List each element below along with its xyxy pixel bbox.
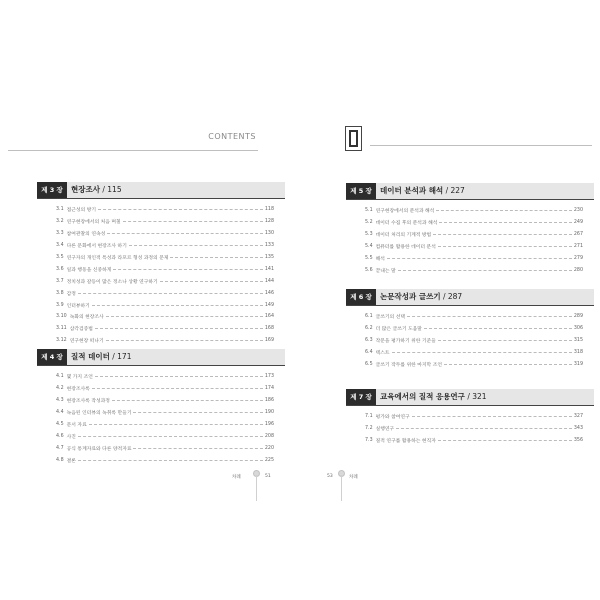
entry-number: 7.3 (365, 438, 373, 444)
entry-title: 데이터 처리의 기계적 방법 (375, 233, 432, 239)
entry-page: 225 (264, 457, 274, 463)
dot-leader (92, 305, 263, 306)
toc-entry[interactable] (56, 442, 274, 454)
chapter-entries (56, 371, 274, 466)
chapter-title (380, 289, 462, 305)
chapter-header (37, 182, 285, 199)
toc-entry[interactable] (56, 371, 274, 383)
entry-number: 7.2 (365, 426, 373, 432)
entry-title: 질적 연구를 활용하는 현직자 (375, 439, 436, 445)
toc-entry[interactable] (56, 323, 274, 335)
entry-page: 306 (573, 326, 583, 332)
chapter-entries (365, 205, 583, 276)
entry-number: 3.2 (56, 219, 64, 225)
chapter-title-text: 질적 데이터 (71, 352, 110, 361)
toc-entry[interactable] (365, 323, 583, 335)
dot-leader (112, 400, 263, 401)
chapter-number: 제 4 장 (37, 349, 67, 365)
entry-title: 연구현장에서의 처음 며칠 (66, 220, 121, 226)
entry-number: 3.11 (56, 326, 67, 332)
entry-page: 186 (264, 398, 274, 404)
dot-leader (92, 388, 263, 389)
entry-title: 해석 (375, 257, 385, 262)
toc-entry[interactable] (365, 264, 583, 276)
entry-title: 녹화의 현장조사 (69, 315, 104, 321)
entry-title: 정치성과 갈등이 많은 정소나 상황 연구하기 (66, 279, 158, 285)
entry-title: 몇 가지 조언 (66, 375, 93, 381)
entry-title: 연구현장 떠나기 (69, 339, 104, 345)
toc-entry[interactable] (365, 205, 583, 217)
entry-number: 7.1 (365, 414, 373, 420)
toc-entry[interactable] (56, 263, 274, 275)
dot-leader (436, 210, 572, 211)
toc-entry[interactable] (56, 419, 274, 431)
dot-leader (444, 364, 572, 365)
chapter-title (71, 182, 122, 198)
entry-page: 149 (264, 302, 274, 308)
chapter-header (37, 349, 285, 366)
entry-title: 컴퓨터를 활용한 데이터 분석 (375, 245, 436, 251)
entry-number: 5.4 (365, 244, 373, 250)
entry-number: 6.4 (365, 350, 373, 356)
chapter-number: 제 5 장 (346, 183, 376, 199)
dot-leader (123, 221, 263, 222)
toc-entry[interactable] (365, 311, 583, 323)
entry-number: 6.1 (365, 314, 373, 320)
folio-line (256, 475, 257, 501)
entry-number: 5.3 (365, 232, 373, 238)
dot-leader (78, 436, 263, 437)
entry-title: 녹음된 인터뷰의 녹취록 만들기 (66, 411, 132, 417)
folio-number-right: 53 (327, 474, 333, 479)
entry-page: 190 (264, 410, 274, 416)
entry-number: 4.4 (56, 410, 64, 416)
entry-page: 196 (264, 422, 274, 427)
toc-entry[interactable] (56, 228, 274, 240)
right-page (300, 0, 600, 600)
dot-leader (438, 246, 572, 247)
entry-number: 3.7 (56, 278, 64, 284)
toc-entry[interactable] (56, 454, 274, 466)
dot-leader (438, 440, 572, 441)
toc-entry[interactable] (56, 275, 274, 287)
entry-page: 141 (264, 266, 274, 272)
entry-title: 인터뷰하기 (66, 303, 90, 309)
chapter-page: / 171 (112, 352, 132, 361)
entry-title: 삼각검증법 (69, 327, 93, 333)
chapter-page: / 287 (442, 292, 463, 301)
entry-page: 230 (573, 208, 583, 214)
dot-leader (133, 412, 262, 413)
dot-leader (133, 448, 262, 449)
dot-leader (78, 293, 263, 294)
entry-number: 5.5 (365, 256, 373, 261)
entry-title: 일과 행동을 신중하게 (66, 267, 112, 273)
header-rule (370, 145, 592, 146)
entry-title: 감정 (66, 291, 76, 297)
folio-label-left: 차례 (232, 475, 241, 480)
entry-page: 343 (573, 426, 583, 432)
chapter-title (71, 349, 131, 365)
entry-number: 4.2 (56, 386, 64, 392)
entry-page: 319 (573, 362, 583, 367)
entry-number: 3.3 (56, 231, 64, 237)
entry-number: 5.2 (365, 220, 373, 226)
dot-leader (98, 209, 263, 210)
entry-number: 6.2 (365, 326, 373, 332)
dot-leader (438, 340, 572, 341)
entry-title: 연구현장에서의 분석과 해석 (375, 209, 435, 215)
chapter-title (380, 389, 487, 405)
entry-page: 164 (264, 314, 274, 320)
dot-leader (439, 222, 571, 223)
entry-page: 220 (264, 445, 274, 451)
chapter-page: / 227 (445, 186, 465, 195)
entry-number: 3.6 (56, 266, 64, 272)
entry-title: 참여관찰의 연속성 (66, 232, 106, 238)
toc-entry[interactable] (56, 204, 274, 216)
entry-number: 3.1 (56, 207, 64, 213)
entry-page: 271 (573, 244, 583, 250)
entry-page: 169 (264, 338, 274, 344)
dot-leader (424, 328, 572, 329)
toc-entry[interactable] (365, 335, 583, 347)
entry-number: 3.9 (56, 302, 64, 308)
entry-title: 현장조사록 작성과정 (66, 399, 110, 405)
toc-entry[interactable] (365, 217, 583, 229)
contents-title: CONTENTS (208, 132, 256, 141)
toc-entry[interactable] (56, 311, 274, 323)
entry-page: 173 (264, 374, 274, 380)
entry-number: 6.5 (365, 362, 373, 367)
dot-leader (89, 424, 263, 425)
entry-page: 280 (573, 267, 583, 273)
chapter-number: 제 3 장 (37, 182, 67, 198)
toc-entry[interactable] (56, 407, 274, 419)
dot-leader (396, 428, 572, 429)
dot-leader (412, 416, 572, 417)
toc-entry[interactable] (365, 435, 583, 447)
entry-title: 연구자의 개인적 특성과 라포르 형성 과정의 문제 (66, 256, 169, 261)
entry-number: 3.8 (56, 290, 64, 296)
toc-entry[interactable] (365, 253, 583, 265)
entry-title: 평가와 참여연구 (375, 415, 410, 421)
entry-page: 130 (264, 231, 274, 237)
entry-page: 267 (573, 232, 583, 238)
entry-title: 글쓰기의 선택 (375, 315, 405, 321)
chapter-header (346, 289, 594, 306)
entry-number: 4.5 (56, 422, 64, 427)
entry-number: 3.5 (56, 255, 64, 260)
entry-page: 208 (264, 433, 274, 439)
entry-number: 4.3 (56, 398, 64, 404)
toc-entry[interactable] (56, 216, 274, 228)
entry-page: 356 (573, 438, 583, 444)
entry-title: 끝내는 말 (375, 268, 396, 274)
dot-leader (170, 257, 262, 258)
toc-entry[interactable] (56, 240, 274, 252)
entry-number: 4.8 (56, 457, 64, 463)
entry-title: 작문을 평가하기 위한 기준들 (375, 339, 436, 345)
entry-title: 텍스트 (375, 351, 390, 357)
entry-number: 6.3 (365, 338, 373, 344)
entry-page: 144 (264, 278, 274, 284)
entry-page: 249 (573, 220, 583, 226)
chapter-entries (365, 411, 583, 447)
entry-title: 다른 문화에서 현장조사 하기 (66, 244, 127, 250)
dot-leader (107, 233, 263, 234)
toc-entry[interactable] (56, 430, 274, 442)
toc-entry[interactable] (56, 287, 274, 299)
entry-number: 3.4 (56, 243, 64, 249)
entry-page: 118 (264, 207, 274, 213)
chapter-header (346, 183, 594, 200)
toc-entry[interactable] (365, 411, 583, 423)
dot-leader (95, 328, 263, 329)
dot-leader (106, 340, 263, 341)
entry-page: 168 (264, 326, 274, 332)
entry-title: 결론 (66, 458, 76, 464)
toc-entry[interactable] (365, 241, 583, 253)
chapter-header (346, 389, 594, 406)
chapter-number: 제 6 장 (346, 289, 376, 305)
entry-title: 데이터 수집 후의 분석과 해석 (375, 221, 438, 227)
dot-leader (113, 269, 262, 270)
chapter-page: / 321 (467, 392, 487, 401)
folio-line (341, 475, 342, 501)
chapter-number: 제 7 장 (346, 389, 376, 405)
entry-title: 실행연구 (375, 427, 395, 433)
chapter-title-text: 교육에서의 질적 응용연구 (380, 392, 465, 401)
entry-title: 글쓰기 작두를 위한 마지막 조언 (375, 363, 442, 368)
dot-leader (398, 270, 572, 271)
toc-entry[interactable] (56, 299, 274, 311)
entry-page: 289 (573, 314, 583, 320)
dot-leader (78, 460, 263, 461)
header-rule (8, 150, 258, 151)
entry-page: 128 (264, 219, 274, 225)
entry-page: 318 (573, 350, 583, 356)
entry-number: 5.6 (365, 267, 373, 273)
entry-number: 4.7 (56, 445, 64, 451)
dot-leader (392, 352, 572, 353)
toc-entry[interactable] (365, 423, 583, 435)
picture-frame-icon (345, 126, 362, 151)
entry-page: 146 (264, 290, 274, 296)
chapter-page: / 115 (102, 185, 122, 194)
entry-page: 174 (264, 386, 274, 392)
dot-leader (106, 316, 263, 317)
dot-leader (95, 376, 263, 377)
dot-leader (129, 245, 263, 246)
chapter-entries (365, 311, 583, 370)
dot-leader (387, 258, 572, 259)
entry-title: 사진 (66, 434, 76, 440)
folio-number-left: 51 (265, 474, 271, 479)
entry-page: 135 (264, 255, 274, 260)
folio-label-right: 차례 (349, 475, 358, 480)
entry-title: 더 많은 글쓰기 도움말 (375, 327, 422, 333)
entry-title: 접근성의 방기 (66, 208, 96, 214)
toc-entry[interactable] (365, 359, 583, 371)
dot-leader (160, 281, 263, 282)
entry-title: 공식 통계자료와 다른 양적자료 (66, 446, 132, 452)
dot-leader (407, 316, 572, 317)
dot-leader (433, 234, 572, 235)
entry-number: 3.10 (56, 314, 67, 320)
chapter-title (380, 183, 465, 199)
entry-page: 279 (573, 256, 583, 261)
entry-number: 3.12 (56, 338, 67, 344)
toc-entry[interactable] (56, 252, 274, 264)
toc-entry[interactable] (56, 335, 274, 347)
toc-entry[interactable] (56, 395, 274, 407)
entry-number: 4.6 (56, 433, 64, 439)
entry-page: 133 (264, 243, 274, 249)
entry-page: 315 (573, 338, 583, 344)
entry-number: 5.1 (365, 208, 373, 214)
toc-entry[interactable] (56, 383, 274, 395)
chapter-title-text: 데이터 분석과 해석 (380, 186, 444, 195)
chapter-entries (56, 204, 274, 347)
chapter-title-text: 현장조사 (71, 185, 100, 194)
chapter-title-text: 논문작성과 글쓰기 (380, 292, 441, 301)
entry-title: 문서 자료 (66, 423, 87, 428)
entry-number: 4.1 (56, 374, 64, 380)
entry-page: 327 (573, 414, 583, 420)
toc-entry[interactable] (365, 347, 583, 359)
contents-header (0, 132, 300, 152)
entry-title: 현장조사록 (66, 387, 90, 393)
toc-entry[interactable] (365, 229, 583, 241)
